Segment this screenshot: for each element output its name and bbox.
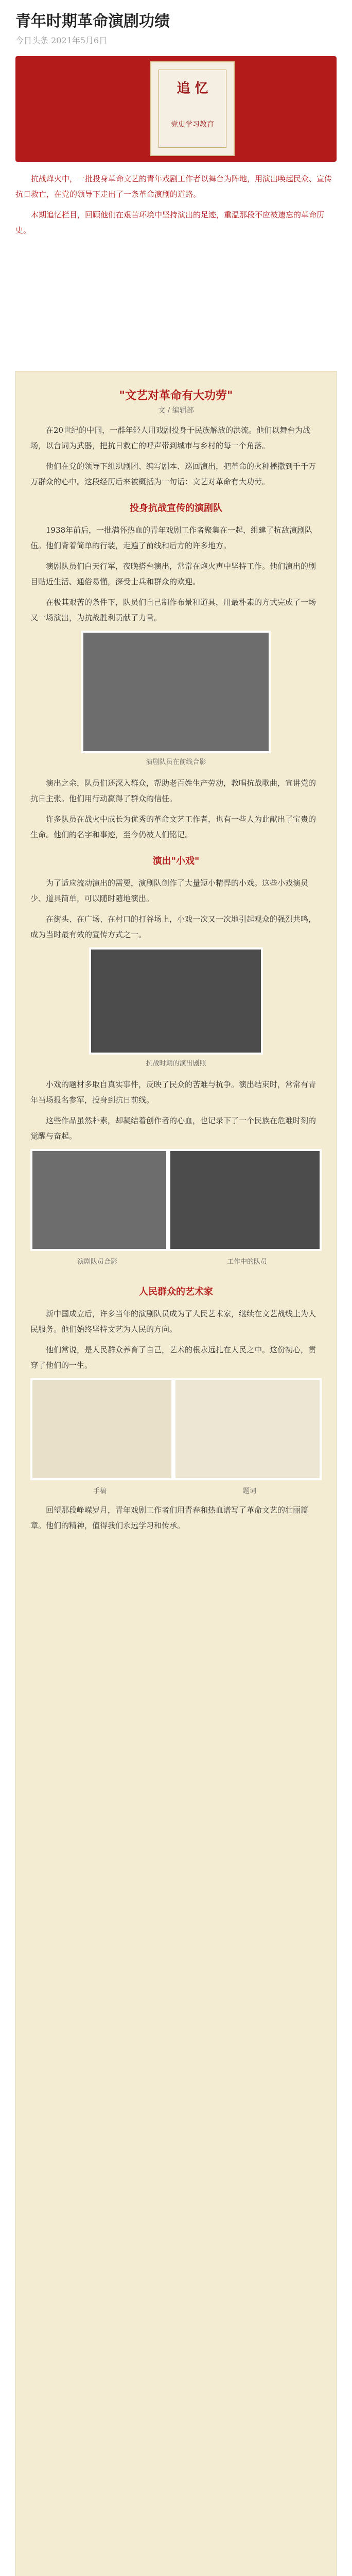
- photo-caption: 题词: [242, 1487, 256, 1495]
- intro-block: [15, 171, 337, 238]
- intro-paragraph: 抗战烽火中，一批投身革命文艺的青年戏剧工作者以舞台为阵地，用演出唤起民众、宣传抗日救亡，在党的领导下走出了一条革命演剧的道路。: [15, 174, 332, 199]
- section-heading: 演出"小戏": [152, 856, 200, 867]
- content-byline: 文 / 编辑部: [158, 406, 194, 415]
- paragraph: 演出之余，队员们还深入群众，帮助老百姓生产劳动，教唱抗战歌曲，宣讲党的抗日主张。他们用行动赢得了群众的信任。: [30, 778, 316, 803]
- article-header: [0, 0, 352, 46]
- photo-caption: 手稿: [93, 1487, 107, 1495]
- paragraph: 这些作品虽然朴素，却凝结着创作者的心血，也记录下了一个民族在危难时刻的觉醒与奋起。: [30, 1116, 316, 1141]
- paragraph: 他们在党的领导下组织剧团、编写剧本、巡回演出，把革命的火种播撒到千千万万群众的心中。这段经历后来被概括为一句话：文艺对革命有大功劳。: [30, 462, 316, 486]
- photo: [30, 1149, 168, 1251]
- section-heading: 人民群众的艺术家: [139, 1286, 213, 1297]
- photo: [89, 947, 263, 1055]
- photo: [81, 631, 271, 753]
- manuscript-image: [30, 1378, 173, 1480]
- paragraph: 在20世纪的中国，一群年轻人用戏剧投身于民族解放的洪流。他们以舞台为战场，以台词为武器，把抗日救亡的呼声带到城市与乡村的每一个角落。: [30, 426, 311, 450]
- calligraphy-image: [173, 1378, 322, 1480]
- paragraph: 回望那段峥嵘岁月，青年戏剧工作者们用青春和热血谱写了革命文艺的壮丽篇章。他们的精神，值得我们永远学习和传承。: [30, 1505, 309, 1530]
- paragraph: 在街头、在广场、在村口的打谷场上，小戏一次又一次地引起观众的强烈共鸣，成为当时最有效的宣传方式之一。: [30, 914, 316, 939]
- caption-row: [30, 1253, 322, 1273]
- photo-caption: 抗战时期的演出剧照: [146, 1060, 206, 1067]
- banner-image: [15, 56, 337, 162]
- article-content: [15, 371, 337, 2576]
- paragraph: 他们常说，是人民群众养育了自己，艺术的根永远扎在人民之中。这份初心，贯穿了他们的一生。: [30, 1345, 316, 1370]
- photo-row: [30, 1378, 322, 1480]
- paragraph: 小戏的题材多取自真实事件，反映了民众的苦难与抗争。演出结束时，常常有青年当场报名参军，投身到抗日前线。: [30, 1080, 316, 1105]
- paragraph: 在极其艰苦的条件下，队员们自己制作布景和道具，用最朴素的方式完成了一场又一场演出，为抗战胜利贡献了力量。: [30, 598, 316, 622]
- photo-caption: 演剧队员合影: [77, 1258, 117, 1266]
- paragraph: 演剧队员们白天行军，夜晚搭台演出，常常在炮火声中坚持工作。他们演出的剧目贴近生活、通俗易懂，深受士兵和群众的欢迎。: [30, 562, 316, 586]
- intro-paragraph: 本期追忆栏目，回顾他们在艰苦环境中坚持演出的足迹，重温那段不应被遗忘的革命历史。: [15, 210, 325, 235]
- photo-caption: 演剧队员在前线合影: [146, 758, 206, 766]
- paragraph: 许多队员在战火中成长为优秀的革命文艺工作者，也有一些人为此献出了宝贵的生命。他们的名字和事迹，至今仍被人们铭记。: [30, 815, 316, 839]
- photo: [168, 1149, 322, 1251]
- book-cover: [150, 61, 235, 156]
- paragraph: 新中国成立后，许多当年的演剧队员成为了人民艺术家，继续在文艺战线上为人民服务。他们始终坚持文艺为人民的方向。: [30, 1309, 316, 1334]
- book-title: 追 忆: [177, 81, 208, 96]
- book-subtitle: 党史学习教育: [171, 121, 214, 129]
- article-title: 青年时期革命演剧功绩: [15, 12, 170, 30]
- paragraph: 为了适应流动演出的需要，演剧队创作了大量短小精悍的小戏。这些小戏演员少、道具简单，可以随时随地演出。: [30, 878, 309, 903]
- photo-caption: 工作中的队员: [226, 1258, 267, 1266]
- content-heading: "文艺对革命有大功劳": [119, 389, 233, 402]
- paragraph: 1938年前后，一批满怀热血的青年戏剧工作者聚集在一起，组建了抗敌演剧队伍。他们背着简单的行装，走遍了前线和后方的许多地方。: [30, 526, 313, 550]
- section-heading: 投身抗战宣传的演剧队: [130, 503, 222, 514]
- photo-row: [30, 1149, 322, 1251]
- article-meta: 今日头条 2021年5月6日: [15, 36, 108, 45]
- caption-row: [30, 1482, 322, 1502]
